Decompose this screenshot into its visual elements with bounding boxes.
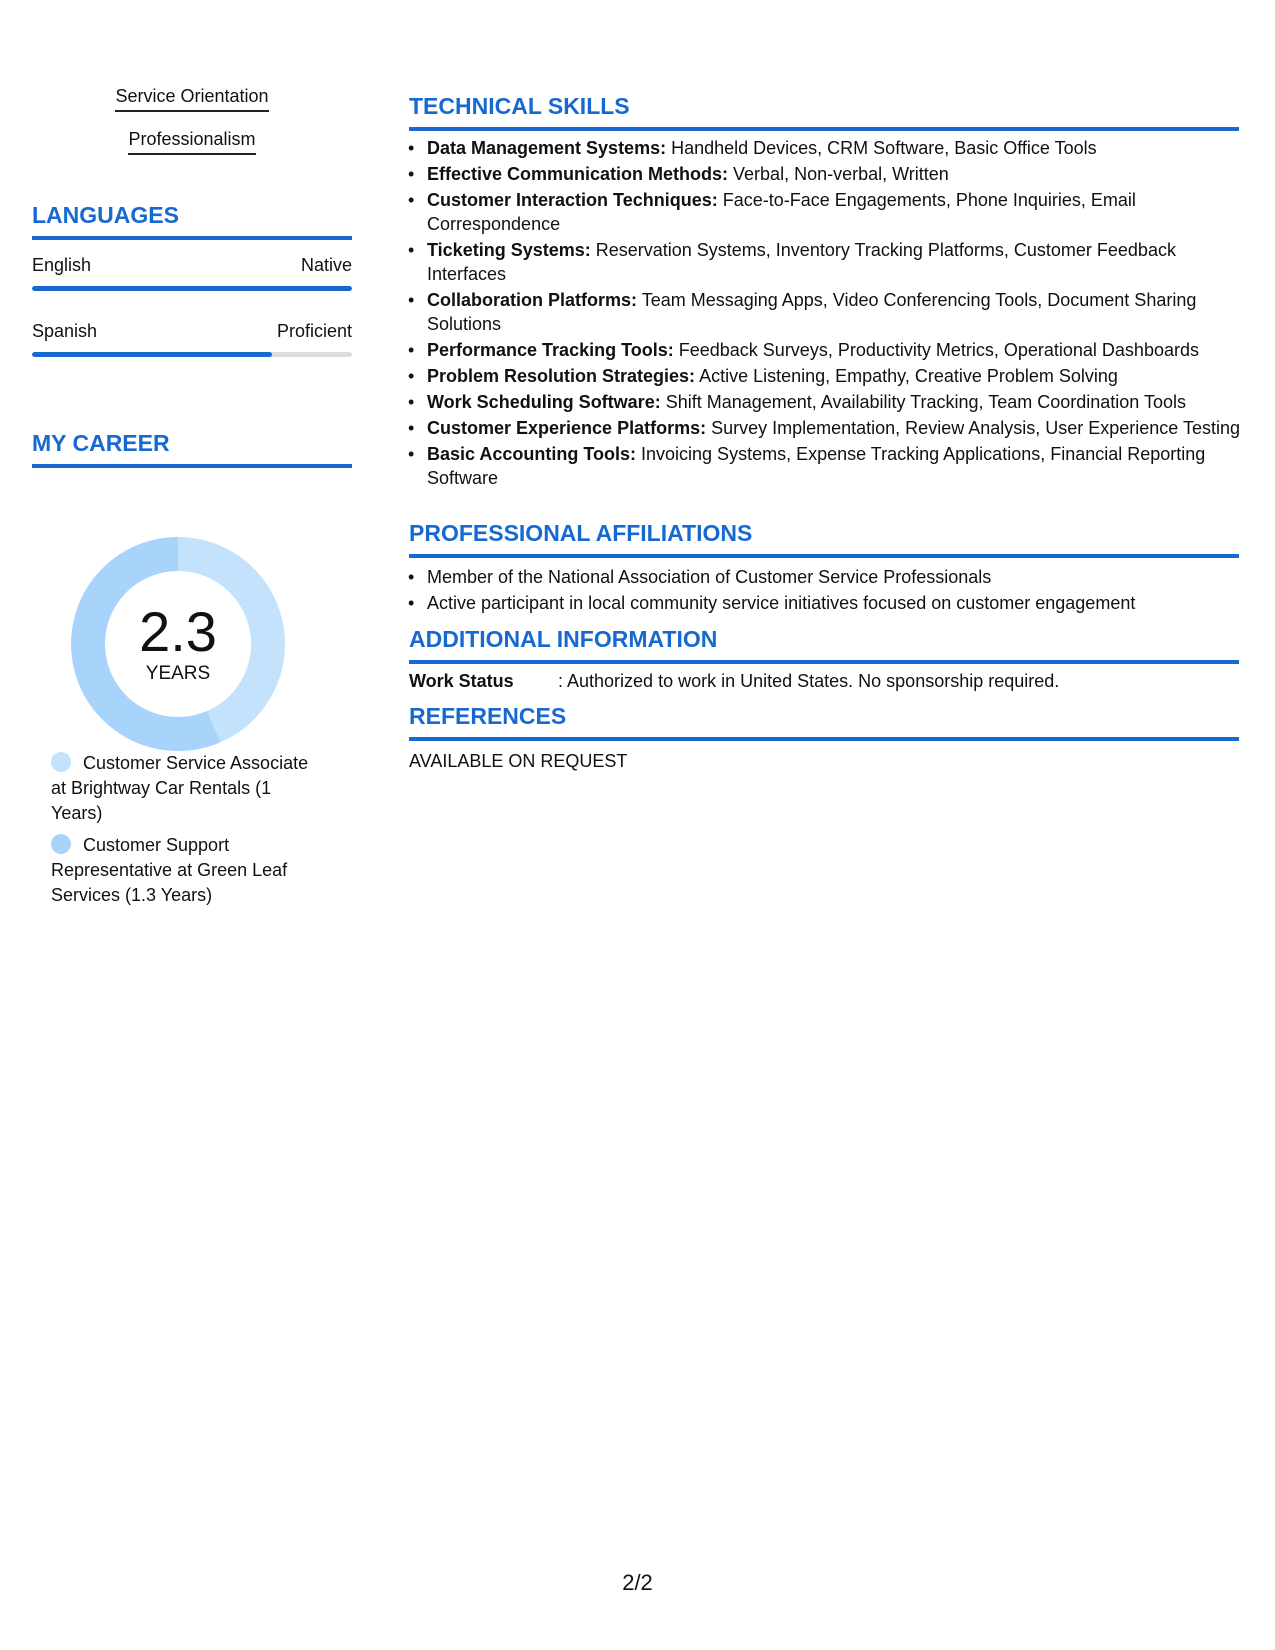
- list-item: [427, 136, 1257, 160]
- career-heading: MY CAREER: [32, 430, 170, 456]
- language-level: Native: [300, 255, 352, 275]
- language-proficiency-fill: [32, 286, 352, 291]
- heading-rule: [32, 236, 352, 240]
- language-proficiency-bar: [32, 352, 352, 357]
- skill-desc: Shift Management, Availability Tracking, Team Coordination Tools: [660, 392, 1186, 412]
- skill-desc: Verbal, Non-verbal, Written: [728, 164, 949, 184]
- list-item: [427, 390, 1257, 414]
- skill-desc: Face-to-Face Engagements, Phone Inquiries, Email Correspondence: [427, 190, 1136, 234]
- references-heading: REFERENCES: [409, 703, 567, 729]
- language-name: English: [32, 255, 92, 275]
- affiliations-list: [409, 565, 1257, 617]
- affiliations-section-heading: [409, 519, 1239, 558]
- skill-term: Customer Interaction Techniques:: [427, 190, 718, 210]
- list-item: • Active participant in local community service initiatives focused on customer engagement: [427, 591, 1257, 615]
- skill-term: Customer Experience Platforms:: [427, 418, 707, 438]
- legend-dot: [51, 834, 71, 854]
- career-legend-item: [51, 833, 321, 908]
- skill-desc: Reservation Systems, Inventory Tracking Platforms, Customer Feedback Interfaces: [427, 240, 1176, 284]
- work-status-value: : Authorized to work in United States. No sponsorship required.: [558, 671, 1060, 691]
- languages-heading: LANGUAGES: [32, 202, 179, 228]
- work-status-row: [409, 669, 1239, 693]
- skill-term: Performance Tracking Tools:: [427, 340, 674, 360]
- skill-chip: [32, 85, 352, 112]
- additional-info-section-heading: [409, 625, 1239, 664]
- career-total-unit: YEARS: [145, 663, 211, 684]
- heading-rule: [409, 554, 1239, 558]
- career-legend-label: Customer Support Representative at Green Leaf Services (1.3 Years): [51, 835, 288, 905]
- career-legend-label: Customer Service Associate at Brightway Car Rentals (1 Years): [51, 753, 309, 823]
- language-row-english: [32, 254, 352, 291]
- skill-term: Effective Communication Methods:: [427, 164, 729, 184]
- languages-section-heading: [32, 201, 352, 240]
- skill-desc: Feedback Surveys, Productivity Metrics, Operational Dashboards: [673, 340, 1199, 360]
- skill-chip: [32, 128, 352, 155]
- technical-skills-section-heading: [409, 92, 1239, 131]
- list-item: [427, 162, 1257, 186]
- page-number: 2/2: [622, 1570, 653, 1595]
- list-item: [427, 188, 1257, 236]
- list-item: [427, 288, 1257, 336]
- skill-desc: Handheld Devices, CRM Software, Basic Office Tools: [666, 138, 1097, 158]
- heading-rule: [409, 660, 1239, 664]
- heading-rule: [409, 737, 1239, 741]
- references-text: AVAILABLE ON REQUEST: [409, 751, 628, 771]
- skill-term: Data Management Systems:: [427, 138, 667, 158]
- language-level: Proficient: [276, 321, 352, 341]
- skill-term: Ticketing Systems:: [427, 240, 591, 260]
- skill-term: Problem Resolution Strategies:: [427, 366, 696, 386]
- skill-term: Collaboration Platforms:: [427, 290, 638, 310]
- affiliations-heading: PROFESSIONAL AFFILIATIONS: [409, 520, 753, 546]
- heading-rule: [32, 464, 352, 468]
- career-section-heading: [32, 429, 352, 468]
- list-item: [427, 364, 1257, 388]
- skill-desc: Survey Implementation, Review Analysis, User Experience Testing: [706, 418, 1241, 438]
- language-row-spanish: [32, 320, 352, 357]
- language-name: Spanish: [32, 321, 98, 341]
- work-status-label: Work Status: [409, 671, 514, 691]
- skill-term: Basic Accounting Tools:: [427, 444, 637, 464]
- career-total-years: 2.3: [139, 600, 217, 663]
- list-item: [427, 442, 1257, 490]
- additional-info-heading: ADDITIONAL INFORMATION: [409, 626, 718, 652]
- heading-rule: [409, 127, 1239, 131]
- skill-term: Work Scheduling Software:: [427, 392, 661, 412]
- list-item: [427, 238, 1257, 286]
- technical-skills-heading: TECHNICAL SKILLS: [409, 93, 630, 119]
- list-item: • Member of the National Association of Customer Service Professionals: [427, 565, 1257, 589]
- skill-desc: Active Listening, Empathy, Creative Problem Solving: [695, 366, 1118, 386]
- skill-chip-label: Service Orientation: [115, 85, 268, 112]
- career-legend-item: [51, 751, 321, 826]
- technical-skills-list: [409, 136, 1257, 492]
- language-proficiency-fill: [32, 352, 272, 357]
- references-section-heading: [409, 702, 1239, 741]
- skill-chip-label: Professionalism: [128, 128, 255, 155]
- legend-dot: [51, 752, 71, 772]
- skill-desc: Invoicing Systems, Expense Tracking Applications, Financial Reporting Software: [427, 444, 1206, 488]
- skill-desc: Team Messaging Apps, Video Conferencing Tools, Document Sharing Solutions: [427, 290, 1197, 334]
- list-item: [427, 416, 1257, 440]
- career-donut-center: [66, 532, 290, 756]
- language-proficiency-bar: [32, 286, 352, 291]
- list-item: [427, 338, 1257, 362]
